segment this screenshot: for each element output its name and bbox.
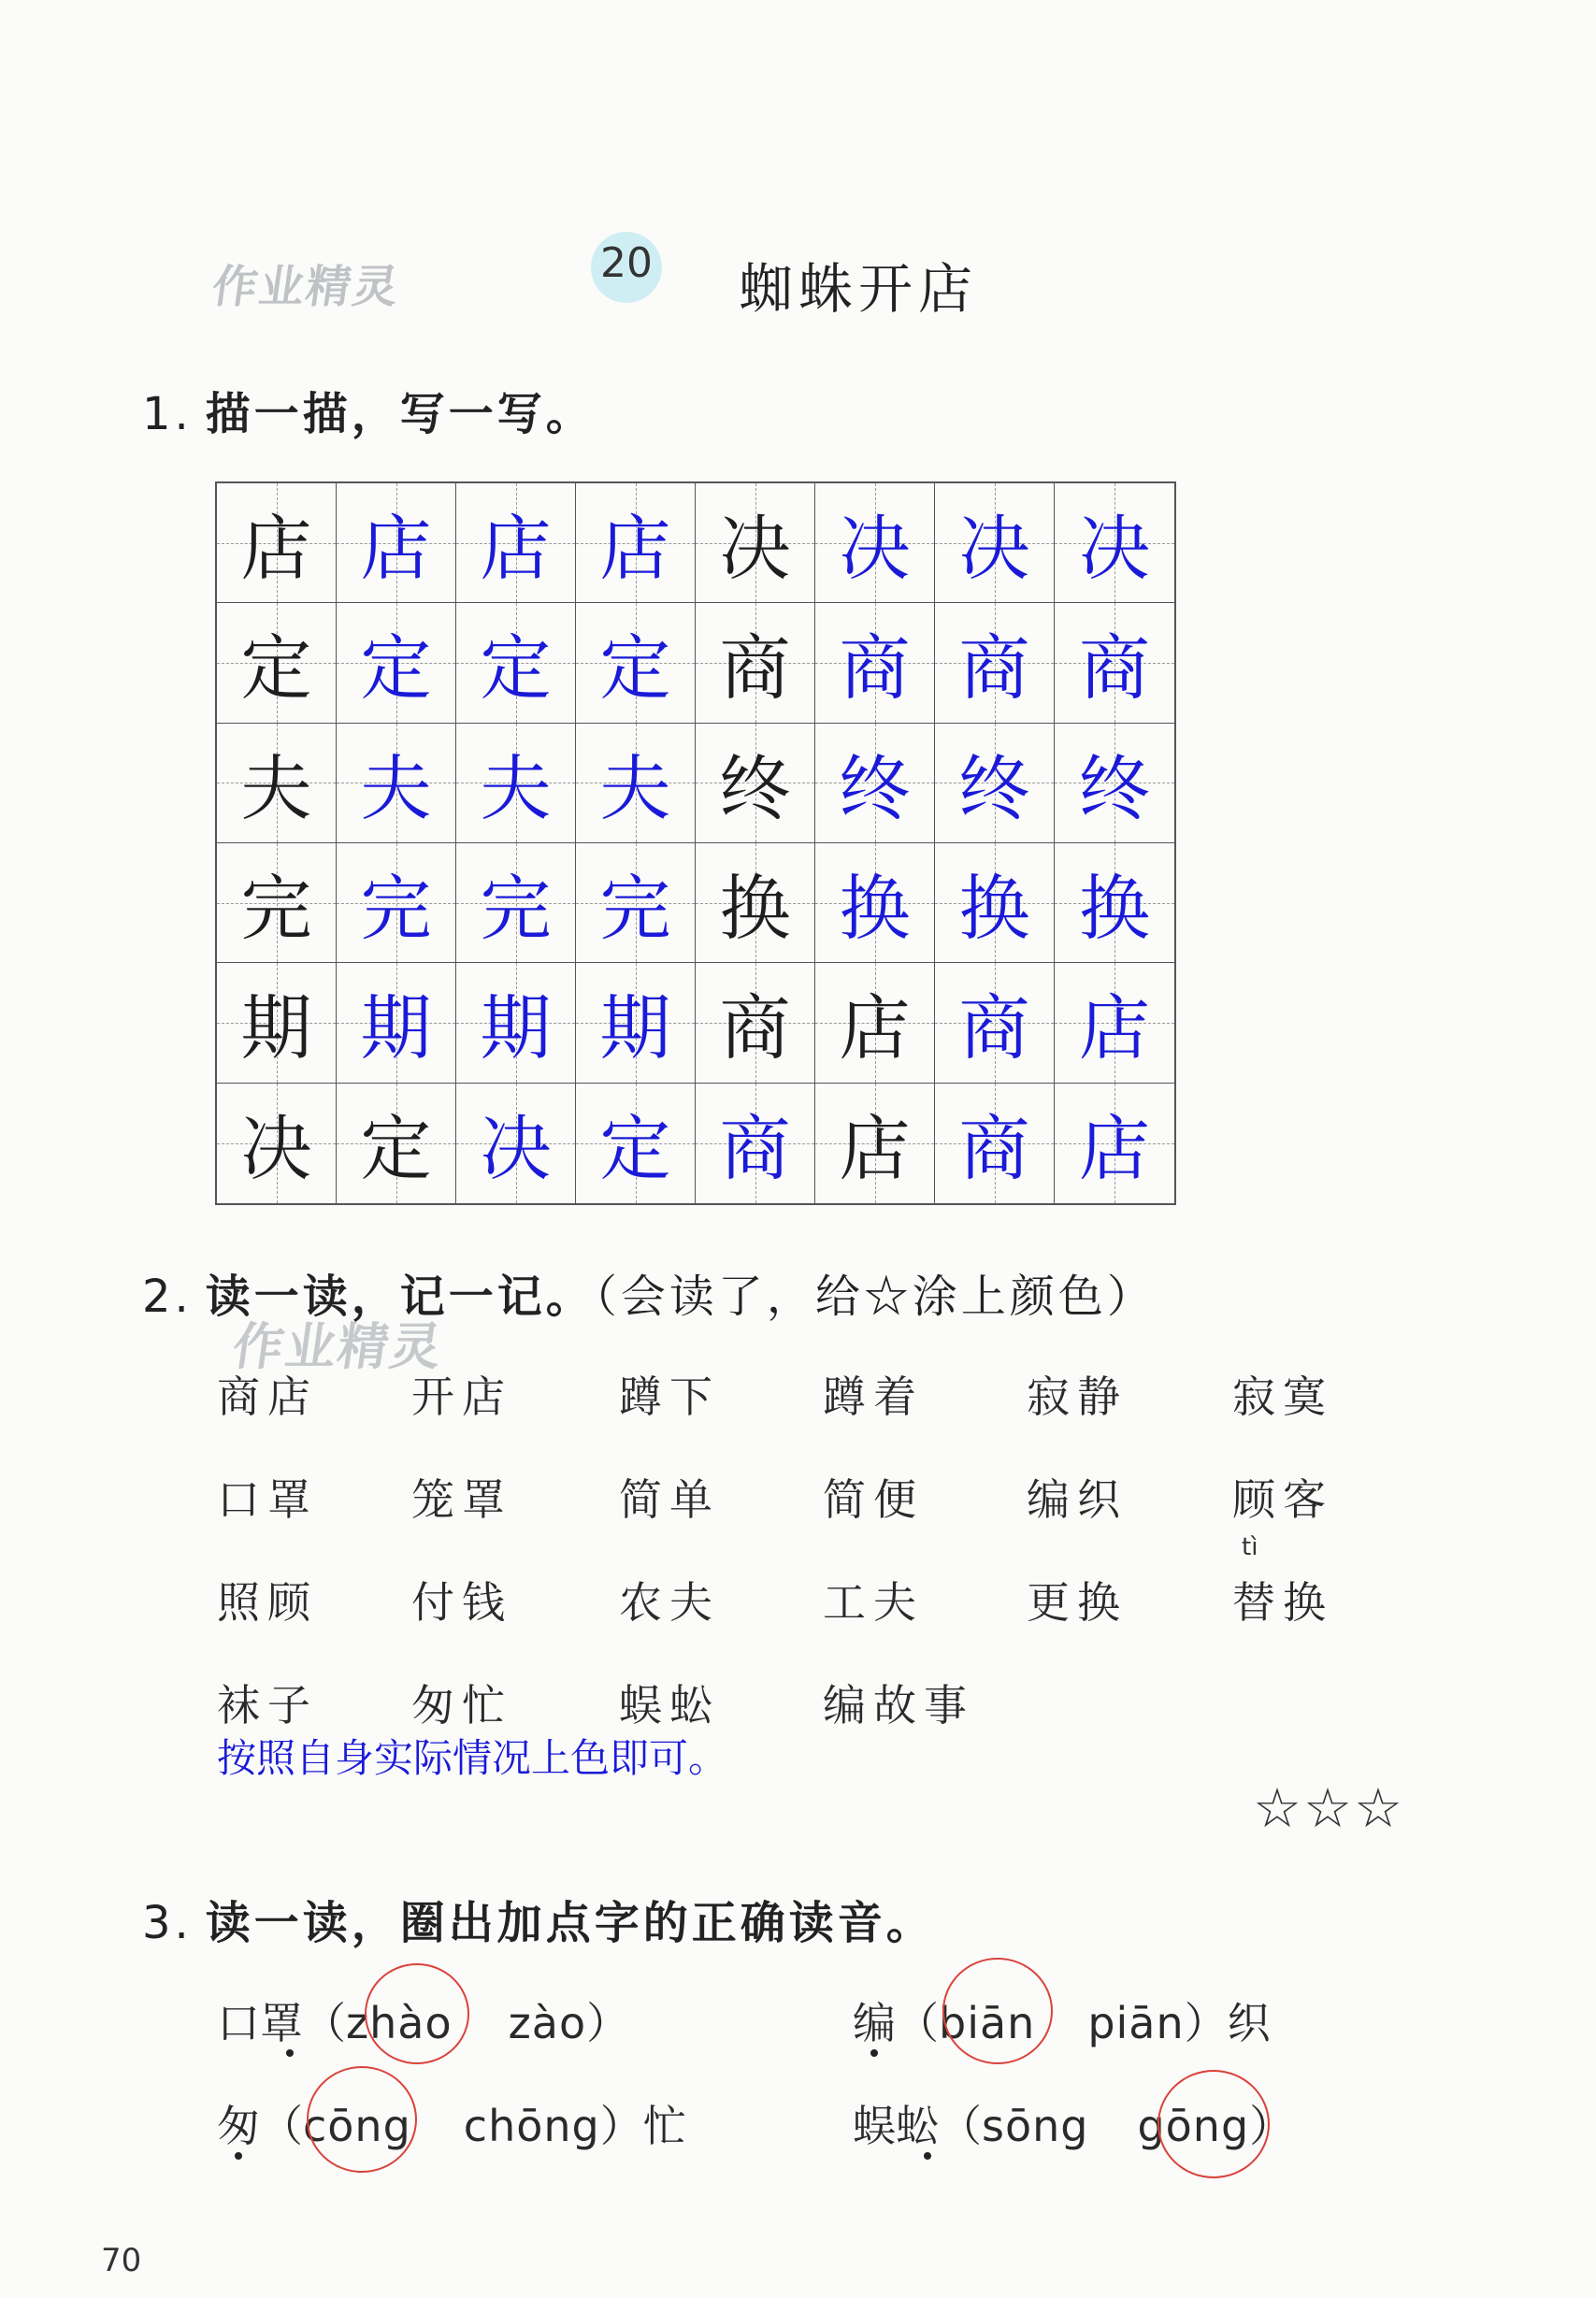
grid-cell-handwritten[interactable] (337, 843, 456, 963)
section-3-title: 读一读，圈出加点字的正确读音。 (205, 1897, 935, 1949)
grid-character: 期 (599, 986, 671, 1070)
question-suffix: ）忙 (599, 2101, 686, 2151)
vocab-word: 农夫 (619, 1577, 720, 1628)
vocab-word: 商店 (217, 1372, 318, 1422)
grid-character: 店 (1079, 986, 1150, 1070)
grid-character: 换 (839, 867, 911, 951)
grid-character: 店 (1079, 1107, 1150, 1191)
pinyin-question (853, 1989, 1271, 2051)
grid-cell-handwritten[interactable] (456, 603, 576, 723)
grid-character: 店 (599, 507, 671, 591)
grid-character: 店 (360, 507, 432, 591)
answer-circle (307, 2066, 417, 2173)
grid-cell-handwritten[interactable] (935, 724, 1055, 843)
answer-note: 按照自身实际情况上色即可。 (217, 1735, 728, 1781)
grid-cell-handwritten[interactable] (815, 843, 935, 963)
grid-cell-handwritten[interactable] (1055, 843, 1174, 963)
grid-cell-handwritten[interactable] (576, 963, 696, 1083)
grid-cell-handwritten[interactable] (815, 603, 935, 723)
grid-character: 终 (958, 746, 1030, 830)
grid-cell-model (337, 1084, 456, 1203)
grid-character: 店 (240, 507, 312, 591)
grid-cell-model (696, 724, 815, 843)
grid-character: 定 (480, 626, 552, 711)
grid-cell-handwritten[interactable] (337, 603, 456, 723)
grid-cell-handwritten[interactable] (456, 483, 576, 603)
grid-character: 终 (1079, 746, 1150, 830)
grid-cell-handwritten[interactable] (456, 1084, 576, 1203)
grid-character: 完 (599, 867, 671, 951)
grid-cell-handwritten[interactable] (576, 724, 696, 843)
pinyin-question (217, 2092, 686, 2154)
grid-character: 换 (958, 867, 1030, 951)
grid-character: 商 (958, 1107, 1030, 1191)
grid-character: 期 (360, 986, 432, 1070)
emphasis-dot (870, 2049, 878, 2057)
grid-cell-handwritten[interactable] (337, 724, 456, 843)
emphasis-dot (286, 2049, 294, 2057)
grid-character: 决 (240, 1107, 312, 1191)
grid-character: 商 (719, 1107, 791, 1191)
pinyin-option[interactable]: chōng (463, 2101, 600, 2151)
question-prefix: 编（ (853, 1998, 939, 2048)
grid-character: 商 (1079, 626, 1150, 711)
grid-character: 完 (480, 867, 552, 951)
grid-cell-handwritten[interactable] (576, 603, 696, 723)
pinyin-option[interactable]: zhào (346, 1998, 453, 2048)
grid-character: 定 (599, 626, 671, 711)
lesson-title: 蜘蛛开店 (739, 257, 979, 321)
grid-character: 店 (839, 1107, 911, 1191)
grid-character: 期 (480, 986, 552, 1070)
vocab-word: 简便 (823, 1474, 924, 1525)
grid-cell-model (696, 603, 815, 723)
question-suffix: ）织 (1184, 1998, 1271, 2048)
grid-character: 换 (1079, 867, 1150, 951)
grid-character: 完 (360, 867, 432, 951)
grid-character: 终 (719, 746, 791, 830)
grid-cell-handwritten[interactable] (1055, 963, 1174, 1083)
grid-character: 商 (839, 626, 911, 711)
grid-cell-handwritten[interactable] (1055, 483, 1174, 603)
grid-cell-handwritten[interactable] (935, 1084, 1055, 1203)
grid-cell-model (696, 483, 815, 603)
grid-cell-handwritten[interactable] (576, 483, 696, 603)
vocab-word: 更换 (1027, 1577, 1128, 1628)
section-3-heading (142, 1887, 935, 1951)
grid-character: 期 (240, 986, 312, 1070)
grid-cell-handwritten[interactable] (935, 843, 1055, 963)
grid-character: 夫 (599, 746, 671, 830)
vocab-word: 照顾 (217, 1577, 318, 1628)
grid-character: 店 (839, 986, 911, 1070)
vocab-word: 编故事 (823, 1680, 974, 1731)
grid-cell-model (217, 724, 337, 843)
pinyin-option[interactable]: cōng (303, 2101, 411, 2151)
emphasis-dot (235, 2152, 242, 2160)
section-2-title: 读一读，记一记。 (205, 1271, 595, 1323)
vocab-word: 开店 (411, 1372, 512, 1422)
pinyin-annotation: tì (1242, 1533, 1258, 1561)
vocab-word: 笼罩 (411, 1474, 512, 1525)
grid-cell-model (217, 483, 337, 603)
grid-character: 定 (360, 626, 432, 711)
watermark-logo: 作业精灵 (229, 1317, 447, 1376)
grid-character: 决 (719, 507, 791, 591)
answer-circle (365, 1963, 469, 2064)
question-prefix: 匆（ (217, 2101, 303, 2151)
question-suffix: ） (1249, 2101, 1293, 2151)
page-number: 70 (101, 2242, 142, 2279)
grid-character: 商 (719, 626, 791, 711)
grid-character: 决 (958, 507, 1030, 591)
vocab-word: 寂静 (1027, 1372, 1128, 1422)
section-1-heading (142, 378, 595, 442)
section-2-note: （会读了，给☆涂上颜色） (594, 1271, 1156, 1323)
writing-grid (215, 481, 1176, 1205)
grid-character: 商 (958, 986, 1030, 1070)
vocab-word: 蹲着 (823, 1372, 924, 1422)
grid-cell-handwritten[interactable] (935, 963, 1055, 1083)
vocab-word: 工夫 (823, 1577, 924, 1628)
grid-cell-model (696, 843, 815, 963)
grid-character: 店 (480, 507, 552, 591)
grid-cell-handwritten[interactable] (815, 483, 935, 603)
vocab-word: 蹲下 (619, 1372, 720, 1422)
grid-cell-model (217, 843, 337, 963)
grid-cell-handwritten[interactable] (456, 843, 576, 963)
section-3-number: 3. (142, 1897, 193, 1949)
grid-character: 商 (958, 626, 1030, 711)
grid-character: 夫 (240, 746, 312, 830)
grid-cell-handwritten[interactable] (696, 1084, 815, 1203)
pinyin-option[interactable]: biān (939, 1998, 1036, 2048)
section-1-number: 1. (142, 388, 193, 440)
grid-cell-handwritten[interactable] (935, 483, 1055, 603)
grid-character: 商 (719, 986, 791, 1070)
vocab-word: 袜子 (217, 1680, 318, 1731)
vocab-word: 蜈蚣 (619, 1680, 720, 1731)
question-suffix: ） (586, 1998, 630, 2048)
grid-cell-model (815, 1084, 935, 1203)
grid-character: 决 (480, 1107, 552, 1191)
grid-cell-handwritten[interactable] (456, 724, 576, 843)
grid-character: 定 (599, 1107, 671, 1191)
grid-character: 夫 (360, 746, 432, 830)
vocab-word: 替换 (1232, 1577, 1333, 1628)
emphasis-dot (924, 2152, 931, 2160)
grid-cell-model (815, 963, 935, 1083)
lesson-number: 20 (600, 239, 653, 287)
grid-cell-model (696, 963, 815, 1083)
grid-cell-handwritten[interactable] (576, 1084, 696, 1203)
vocab-word: 寂寞 (1232, 1372, 1333, 1422)
pinyin-option[interactable]: piān (1087, 1998, 1185, 2048)
pinyin-option[interactable]: gōng (1137, 2101, 1250, 2151)
section-2-number: 2. (142, 1271, 193, 1323)
vocab-word: 顾客 (1232, 1474, 1333, 1525)
rating-stars[interactable]: ☆☆☆ (1253, 1776, 1404, 1840)
grid-character: 终 (839, 746, 911, 830)
vocab-word: 付钱 (411, 1577, 512, 1628)
pinyin-option[interactable]: sōng (982, 2101, 1089, 2151)
grid-cell-model (217, 963, 337, 1083)
section-1-title: 描一描，写一写。 (205, 388, 595, 440)
grid-cell-handwritten[interactable] (1055, 603, 1174, 723)
grid-cell-handwritten[interactable] (337, 963, 456, 1083)
grid-cell-handwritten[interactable] (337, 483, 456, 603)
grid-character: 决 (839, 507, 911, 591)
grid-cell-model (217, 1084, 337, 1203)
grid-cell-handwritten[interactable] (935, 603, 1055, 723)
grid-character: 换 (719, 867, 791, 951)
vocab-word: 口罩 (217, 1474, 318, 1525)
answer-circle (942, 1958, 1053, 2064)
vocab-word: 匆忙 (411, 1680, 512, 1731)
grid-cell-model (217, 603, 337, 723)
grid-cell-handwritten[interactable] (815, 724, 935, 843)
grid-character: 夫 (480, 746, 552, 830)
grid-cell-handwritten[interactable] (576, 843, 696, 963)
grid-character: 决 (1079, 507, 1150, 591)
answer-circle (1157, 2070, 1270, 2178)
grid-character: 定 (240, 626, 312, 711)
question-prefix: 口罩（ (217, 1998, 346, 2048)
pinyin-option[interactable]: zào (508, 1998, 587, 2048)
grid-cell-handwritten[interactable] (1055, 724, 1174, 843)
watermark-logo: 作业精灵 (208, 261, 404, 313)
vocab-word: 编织 (1027, 1474, 1128, 1525)
grid-character: 完 (240, 867, 312, 951)
question-prefix: 蜈蚣（ (853, 2101, 982, 2151)
vocab-word: 简单 (619, 1474, 720, 1525)
grid-cell-handwritten[interactable] (1055, 1084, 1174, 1203)
grid-character: 定 (360, 1107, 432, 1191)
grid-cell-handwritten[interactable] (456, 963, 576, 1083)
